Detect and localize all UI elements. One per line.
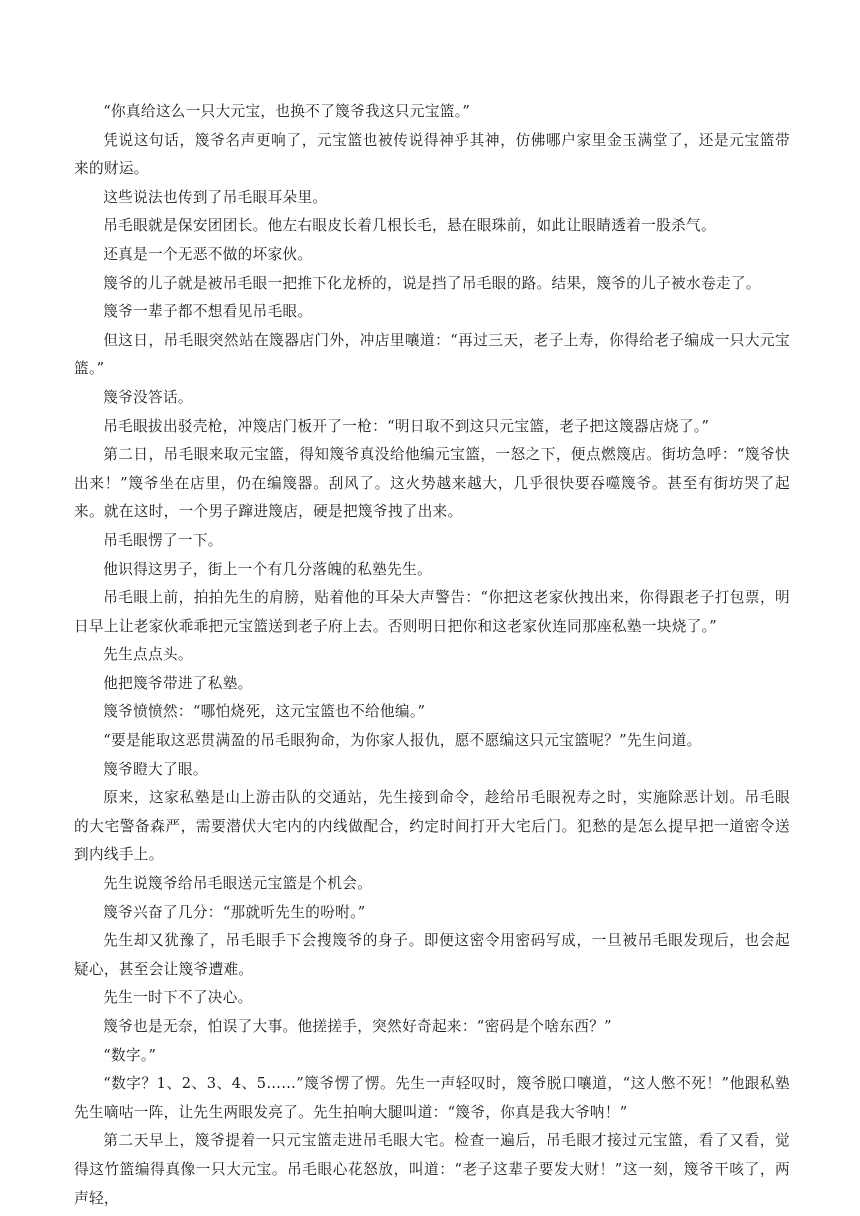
paragraph: 篾爷愤愤然：“哪怕烧死，这元宝篮也不给他编。”	[103, 703, 426, 721]
paragraph: 先生一时下不了决心。	[103, 989, 253, 1007]
paragraph: 凭说这句话，篾爷名声更响了，元宝篮也被传说得神乎其神，仿佛哪户家里金玉满堂了，还是元宝篮带来的财运。	[74, 131, 790, 178]
paragraph: 这些说法也传到了吊毛眼耳朵里。	[103, 188, 328, 206]
paragraph: 篾爷瞪大了眼。	[103, 760, 208, 778]
paragraph: 还真是一个无恶不做的坏家伙。	[103, 245, 313, 263]
paragraph: 篾爷一辈子都不想看见吊毛眼。	[103, 303, 313, 321]
paragraph: 但这日，吊毛眼突然站在篾器店门外，冲店里嚷道：“再过三天，老子上寿，你得给老子编成一只大元宝篮。”	[74, 331, 790, 378]
paragraph: 吊毛眼上前，拍拍先生的肩膀，贴着他的耳朵大声警告：“你把这老家伙拽出来，你得跟老子打包票，明日早上让老家伙乖乖把元宝篮送到老子府上去。否则明日把你和这老家伙连同那座私塾一块烧了。”	[74, 589, 790, 635]
paragraph: “数字？1、2、3、4、5……”篾爷愣了愣。先生一声轻叹时，篾爷脱口嚷道，“这人憋不死！”他跟私塾先生嘀咕一阵，让先生两眼发亮了。先生拍响大腿叫道：“篾爷，你真是我大爷呐！”	[74, 1075, 790, 1121]
paragraph: 吊毛眼就是保安团团长。他左右眼皮长着几根长毛，悬在眼珠前，如此让眼睛透着一股杀气。	[103, 217, 716, 235]
paragraph: 篾爷的儿子就是被吊毛眼一把推下化龙桥的，说是挡了吊毛眼的路。结果，篾爷的儿子被水卷走了。	[103, 274, 761, 292]
paragraph: 第二天早上，篾爷提着一只元宝篮走进吊毛眼大宅。检查一遍后，吊毛眼才接过元宝篮，看了又看，觉得这竹篮编得真像一只大元宝。吊毛眼心花怒放，叫道：“老子这辈子要发大财！”这一刻，篾爷干咳了，两声轻，	[74, 1132, 790, 1207]
paragraph: 吊毛眼愣了一下。	[103, 531, 223, 549]
paragraph: 他识得这男子，街上一个有几分落魄的私塾先生。	[103, 560, 432, 578]
paragraph: 原来，这家私塾是山上游击队的交通站，先生接到命令，趁给吊毛眼祝寿之时，实施除恶计划。吊毛眼的大宅警备森严，需要潜伏大宅内的内线做配合，约定时间打开大宅后门。犯愁的是怎么提早把一道密令送到内线手上。	[74, 789, 790, 864]
paragraph: 他把篾爷带进了私塾。	[103, 674, 253, 692]
paragraph: “你真给这么一只大元宝，也换不了篾爷我这只元宝篮。”	[103, 103, 471, 120]
paragraph: “要是能取这恶贯满盈的吊毛眼狗命，为你家人报仇，愿不愿编这只元宝篮呢？”先生问道。	[103, 732, 702, 750]
paragraph: 篾爷没答话。	[103, 388, 193, 406]
paragraph: 篾爷兴奋了几分：“那就听先生的吩咐。”	[103, 903, 366, 921]
paragraph: 先生却又犹豫了，吊毛眼手下会搜篾爷的身子。即便这密令用密码写成，一旦被吊毛眼发现后，也会起疑心，甚至会让篾爷遭难。	[74, 932, 790, 978]
paragraph: 先生说篾爷给吊毛眼送元宝篮是个机会。	[103, 875, 373, 893]
document-body	[74, 98, 790, 1213]
paragraph: 先生点点头。	[103, 646, 193, 664]
paragraph: “数字。”	[103, 1046, 157, 1064]
paragraph: 吊毛眼拔出驳壳枪，冲篾店门板开了一枪：“明日取不到这只元宝篮，老子把这篾器店烧了。”	[103, 417, 710, 435]
paragraph: 第二日，吊毛眼来取元宝篮，得知篾爷真没给他编元宝篮，一怒之下，便点燃篾店。街坊急呼：“篾爷快出来！”篾爷坐在店里，仍在编篾器。刮风了。这火势越来越大，几乎很快要吞噬篾爷。甚至有街坊哭了起来。就在这时，一个男子蹿进篾店，硬是把篾爷拽了出来。	[74, 446, 790, 521]
paragraph: 篾爷也是无奈，怕误了大事。他搓搓手，突然好奇起来：“密码是个啥东西？”	[103, 1018, 612, 1035]
